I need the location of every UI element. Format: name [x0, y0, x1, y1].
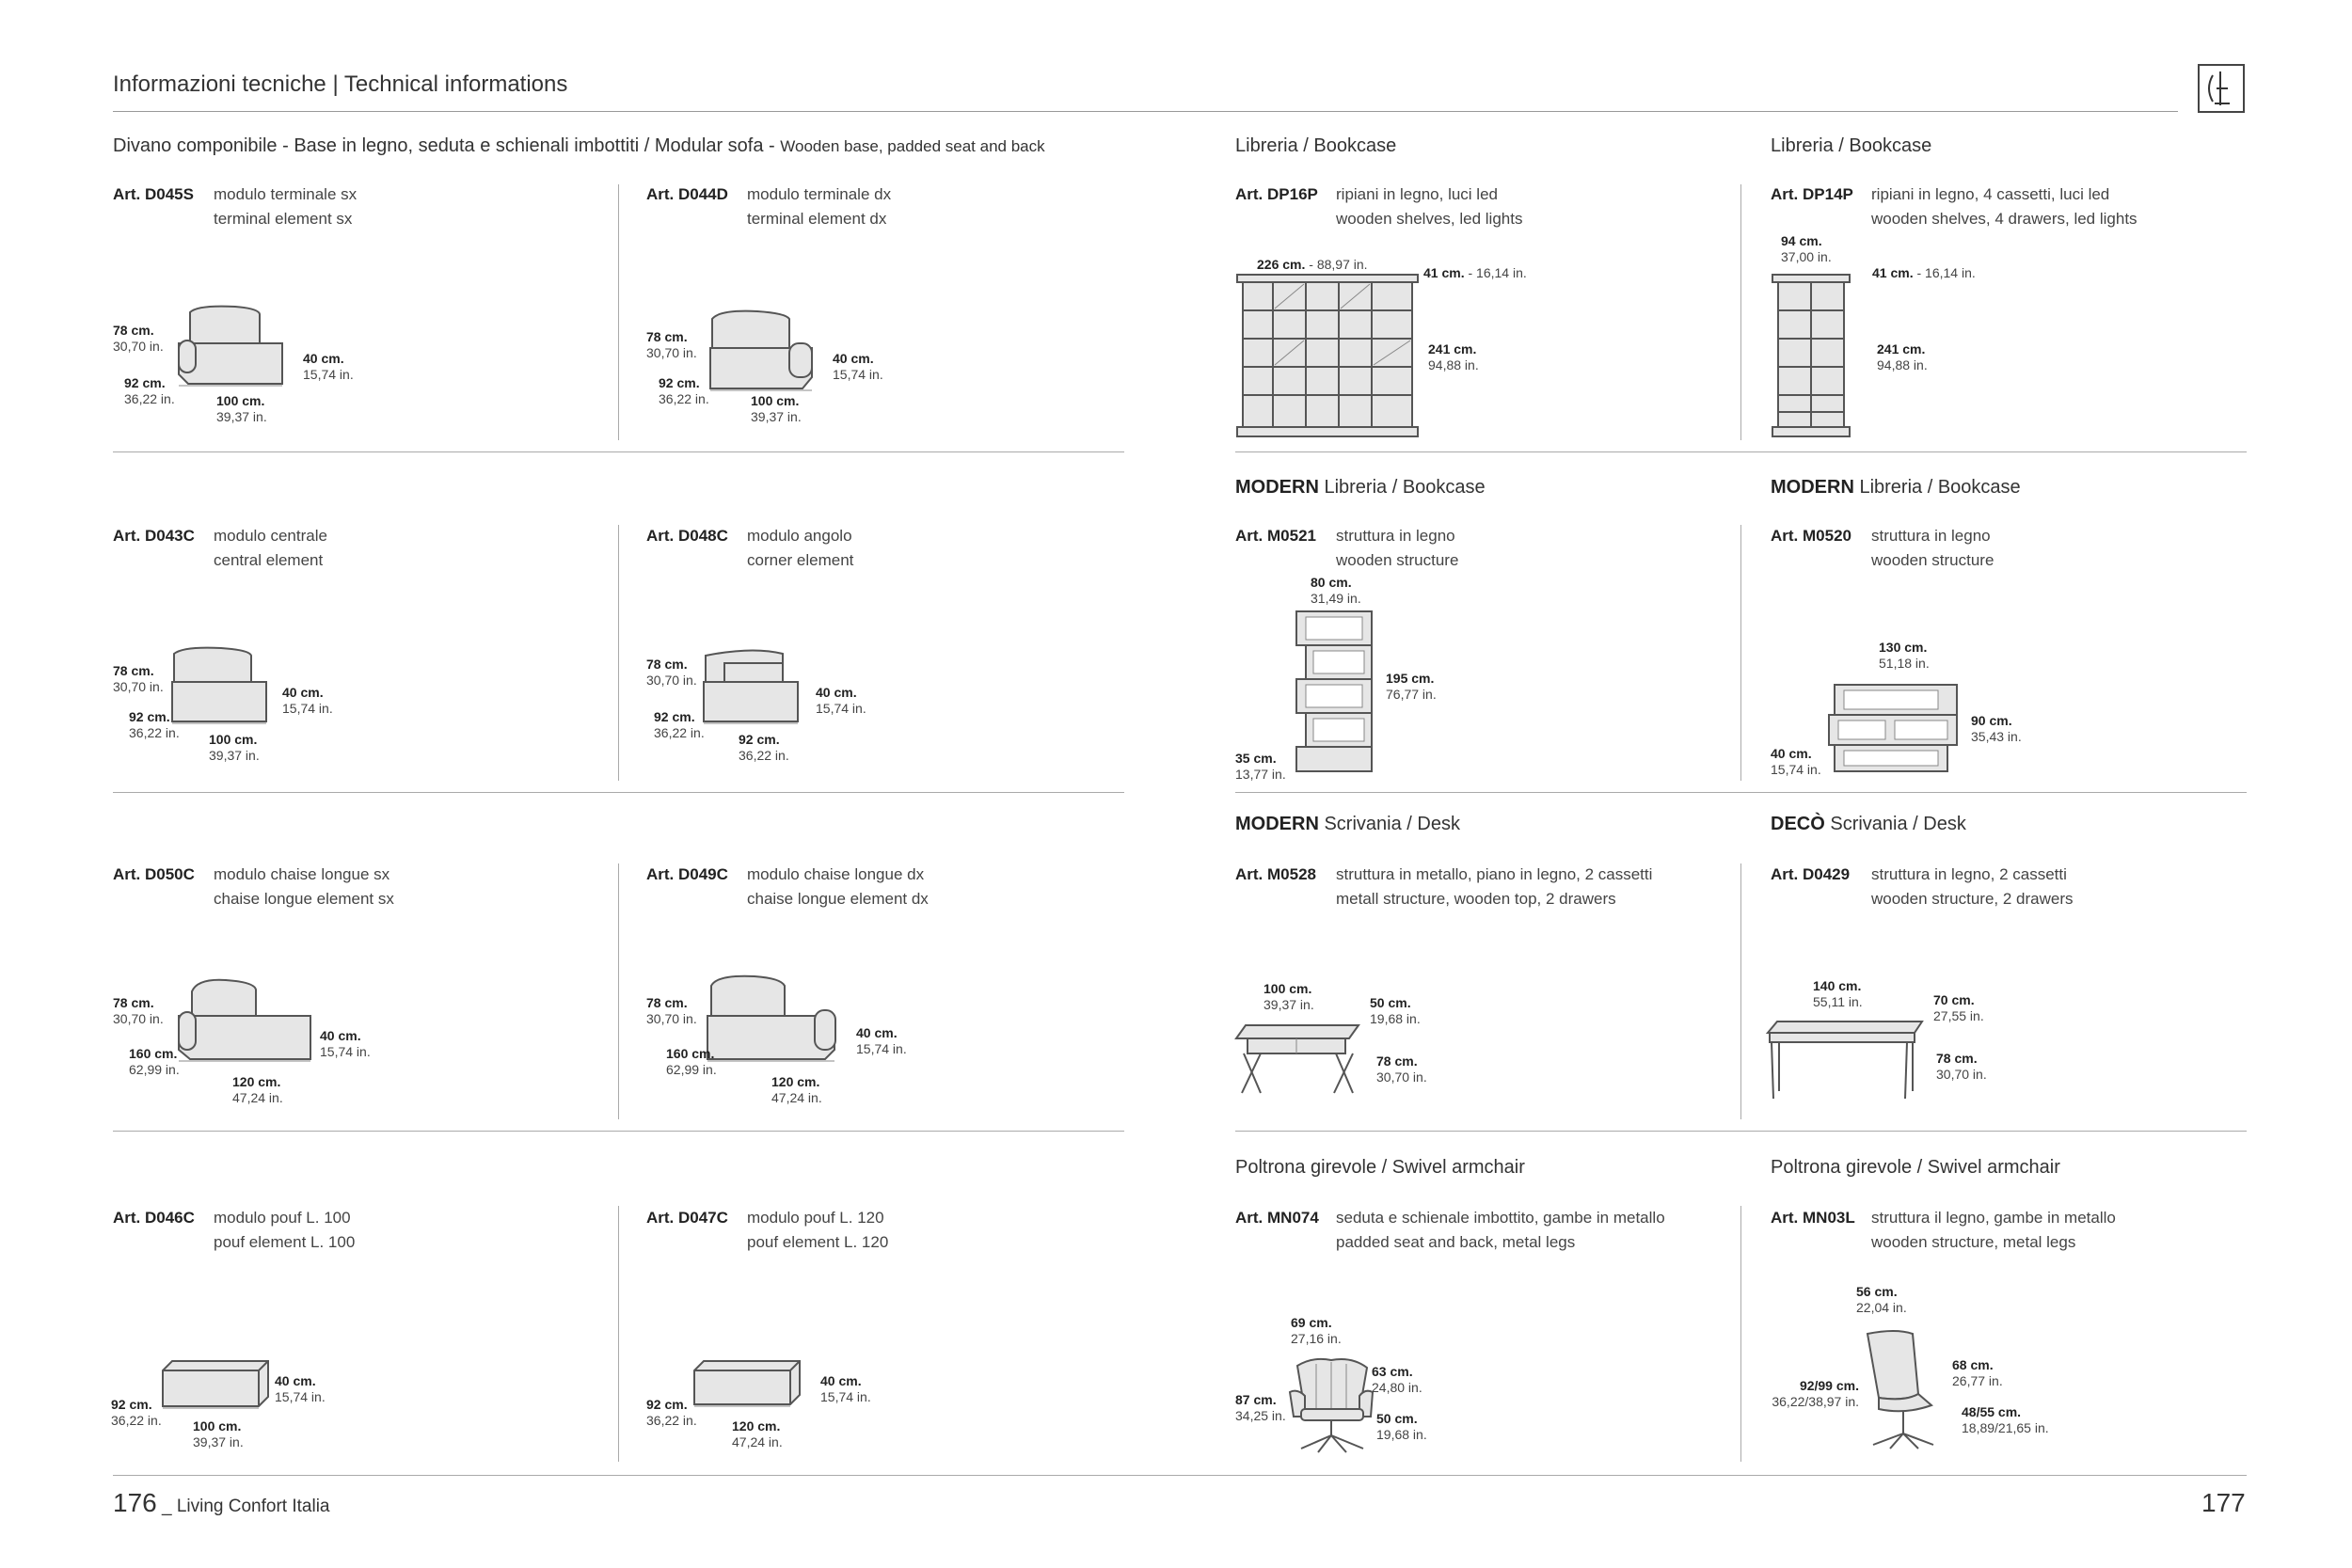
dim-width: 140 cm. 55,11 in. — [1813, 978, 1863, 1009]
page-number-right: 177 — [2201, 1488, 2246, 1517]
dim-height: 78 cm. 30,70 in. — [1936, 1051, 1987, 1082]
product-d046c: Art. D046C modulo pouf L. 100 pouf element L. 100 — [113, 1209, 356, 1251]
bookcase-section-title: Libreria / Bookcase — [1771, 135, 1932, 156]
dim-seat: 40 cm. 15,74 in. — [856, 1025, 907, 1056]
product-d049c: Art. D049C modulo chaise longue dx chaise longue element dx — [646, 865, 929, 908]
sofa-section-title: Divano componibile - Base in legno, seduta e schienali imbottiti / Modular sofa - Wooden base, padded seat and back — [113, 135, 1045, 156]
dim-height: 241 cm. 94,88 in. — [1428, 341, 1479, 372]
dim-seat: 40 cm. 15,74 in. — [303, 351, 354, 382]
product-m0528: Art. M0528 struttura in metallo, piano in legno, 2 cassetti metall structure, wooden top, 2 drawers — [1235, 865, 1653, 908]
dim-width: 120 cm. 47,24 in. — [232, 1074, 283, 1105]
modern-bookcase-title: MODERN Libreria / Bookcase — [1235, 477, 1486, 498]
sofa-corner-drawing — [696, 644, 809, 738]
product-m0521: Art. M0521 struttura in legno wooden structure — [1235, 527, 1459, 569]
dim-depth: 160 cm. 62,99 in. — [129, 1046, 180, 1077]
dim-width: 94 cm. 37,00 in. — [1781, 233, 1832, 264]
dim-width: 80 cm. 31,49 in. — [1311, 575, 1361, 606]
dim-height: 78 cm. 30,70 in. — [646, 329, 697, 360]
divider — [113, 792, 1124, 793]
dim-depth: 35 cm. 13,77 in. — [1235, 751, 1286, 782]
dim-depth: 92 cm. 36,22 in. — [646, 1397, 697, 1428]
divider — [1740, 525, 1741, 781]
desk-d0429-drawing — [1764, 1016, 1929, 1101]
divider — [618, 863, 619, 1119]
bookcase-section-title: Libreria / Bookcase — [1235, 135, 1397, 156]
bookcase-m0521-drawing — [1289, 602, 1383, 781]
dim-height: 195 cm. 76,77 in. — [1386, 671, 1437, 702]
dim-depth: 50 cm. 19,68 in. — [1370, 995, 1421, 1026]
bookcase-dp14p-drawing — [1771, 273, 1855, 442]
product-m0520: Art. M0520 struttura in legno wooden structure — [1771, 527, 1994, 569]
dim-height: 241 cm. 94,88 in. — [1877, 341, 1928, 372]
dim-height: 78 cm. 30,70 in. — [113, 663, 164, 694]
product-dp14p: Art. DP14P ripiani in legno, 4 cassetti, luci led wooden shelves, 4 drawers, led lights — [1771, 185, 2137, 228]
dim-width: 130 cm. 51,18 in. — [1879, 640, 1930, 671]
dim-seat: 40 cm. 15,74 in. — [833, 351, 883, 382]
desk-section-title: DECÒ Scrivania / Desk — [1771, 814, 1966, 834]
armchair-section-title: Poltrona girevole / Swivel armchair — [1235, 1157, 1525, 1178]
dim-depth: 92 cm. 36,22 in. — [659, 375, 709, 406]
product-d047c: Art. D047C modulo pouf L. 120 pouf element L. 120 — [646, 1209, 889, 1251]
dim-depth: 68 cm. 26,77 in. — [1952, 1357, 2003, 1388]
dim-seat: 40 cm. 15,74 in. — [820, 1373, 871, 1404]
pouf-100-drawing — [155, 1350, 278, 1416]
divider — [1235, 792, 2247, 793]
lci-monogram-icon — [2198, 64, 2245, 113]
chaise-sx-drawing — [169, 969, 320, 1072]
divider — [618, 525, 619, 781]
page-number-left: 176 _ Living Confort Italia — [113, 1488, 330, 1517]
dim-width: 100 cm. 39,37 in. — [751, 393, 802, 424]
dim-seat: 40 cm. 15,74 in. — [320, 1028, 371, 1059]
dim-width: 92 cm. 36,22 in. — [739, 732, 789, 763]
product-mn074: Art. MN074 seduta e schienale imbottito, gambe in metallo padded seat and back, metal legs — [1235, 1209, 1665, 1251]
header-divider — [113, 111, 2178, 112]
product-d0429: Art. D0429 struttura in legno, 2 cassetti wooden structure, 2 drawers — [1771, 865, 2074, 908]
dim-seat: 40 cm. 15,74 in. — [275, 1373, 326, 1404]
dim-depth: 63 cm. 24,80 in. — [1372, 1364, 1422, 1395]
dim-width: 120 cm. 47,24 in. — [732, 1418, 783, 1449]
product-d045s: Art. D045S modulo terminale sx terminal element sx — [113, 185, 358, 228]
dim-width: 100 cm. 39,37 in. — [209, 732, 260, 763]
desk-m0528-drawing — [1232, 1016, 1364, 1101]
dim-width: 69 cm. 27,16 in. — [1291, 1315, 1342, 1346]
dim-height: 78 cm. 30,70 in. — [1376, 1053, 1427, 1085]
sofa-central-drawing — [165, 644, 278, 738]
dim-depth: 92 cm. 36,22 in. — [124, 375, 175, 406]
armchair-section-title: Poltrona girevole / Swivel armchair — [1771, 1157, 2060, 1178]
dim-height: 90 cm. 35,43 in. — [1971, 713, 2022, 744]
footer-divider — [113, 1475, 2247, 1476]
divider — [1740, 1206, 1741, 1462]
divider — [113, 451, 1124, 452]
pouf-120-drawing — [685, 1350, 807, 1416]
dim-width: 56 cm. 22,04 in. — [1856, 1284, 1907, 1315]
dim-height: 92/99 cm. 36,22/38,97 in. — [1772, 1378, 1859, 1409]
dim-depth: 40 cm. 15,74 in. — [1771, 746, 1821, 777]
dim-seat: 40 cm. 15,74 in. — [816, 685, 866, 716]
divider — [618, 1206, 619, 1462]
divider — [1235, 1131, 2247, 1132]
product-d044d: Art. D044D modulo terminale dx terminal element dx — [646, 185, 892, 228]
dim-height: 87 cm. 34,25 in. — [1235, 1392, 1286, 1423]
bookcase-dp16p-drawing — [1235, 273, 1423, 442]
dim-depth: 92 cm. 36,22 in. — [129, 709, 180, 740]
dim-seat: 40 cm. 15,74 in. — [282, 685, 333, 716]
modern-bookcase-title: MODERN Libreria / Bookcase — [1771, 477, 2021, 498]
dim-depth: 41 cm. - 16,14 in. — [1872, 265, 1976, 280]
dim-width: 100 cm. 39,37 in. — [216, 393, 267, 424]
dim-height: 78 cm. 30,70 in. — [646, 995, 697, 1026]
dim-height: 78 cm. 30,70 in. — [646, 657, 697, 688]
desk-section-title: MODERN Scrivania / Desk — [1235, 814, 1460, 834]
bookcase-m0520-drawing — [1825, 677, 1966, 781]
divider — [1235, 451, 2247, 452]
divider — [618, 184, 619, 440]
product-mn03l: Art. MN03L struttura il legno, gambe in metallo wooden structure, metal legs — [1771, 1209, 2116, 1251]
product-d050c: Art. D050C modulo chaise longue sx chaise longue element sx — [113, 865, 394, 908]
page-title: Informazioni tecniche | Technical informations — [113, 71, 568, 97]
dim-height: 78 cm. 30,70 in. — [113, 995, 164, 1026]
product-d043c: Art. D043C modulo centrale central element — [113, 527, 327, 569]
armchair-mn03l-drawing — [1858, 1328, 1943, 1460]
dim-depth: 70 cm. 27,55 in. — [1933, 992, 1984, 1023]
divider — [1740, 863, 1741, 1119]
dim-height: 78 cm. 30,70 in. — [113, 323, 164, 354]
dim-depth: 41 cm. - 16,14 in. — [1423, 265, 1527, 280]
armchair-mn074-drawing — [1284, 1354, 1378, 1458]
dim-width: 100 cm. 39,37 in. — [193, 1418, 244, 1449]
dim-width: 100 cm. 39,37 in. — [1263, 981, 1314, 1012]
dim-seat: 50 cm. 19,68 in. — [1376, 1411, 1427, 1442]
chaise-dx-drawing — [698, 969, 849, 1072]
dim-depth: 92 cm. 36,22 in. — [111, 1397, 162, 1428]
dim-width: 120 cm. 47,24 in. — [771, 1074, 822, 1105]
dim-depth: 92 cm. 36,22 in. — [654, 709, 705, 740]
divider — [1740, 184, 1741, 440]
product-dp16p: Art. DP16P ripiani in legno, luci led wooden shelves, led lights — [1235, 185, 1523, 228]
sofa-terminal-sx-drawing — [169, 301, 292, 395]
dim-depth: 160 cm. 62,99 in. — [666, 1046, 717, 1077]
product-d048c: Art. D048C modulo angolo corner element — [646, 527, 854, 569]
divider — [113, 1131, 1124, 1132]
dim-width: 226 cm. - 88,97 in. — [1257, 257, 1368, 272]
sofa-terminal-dx-drawing — [701, 306, 823, 400]
dim-seat: 48/55 cm. 18,89/21,65 in. — [1962, 1404, 2049, 1435]
